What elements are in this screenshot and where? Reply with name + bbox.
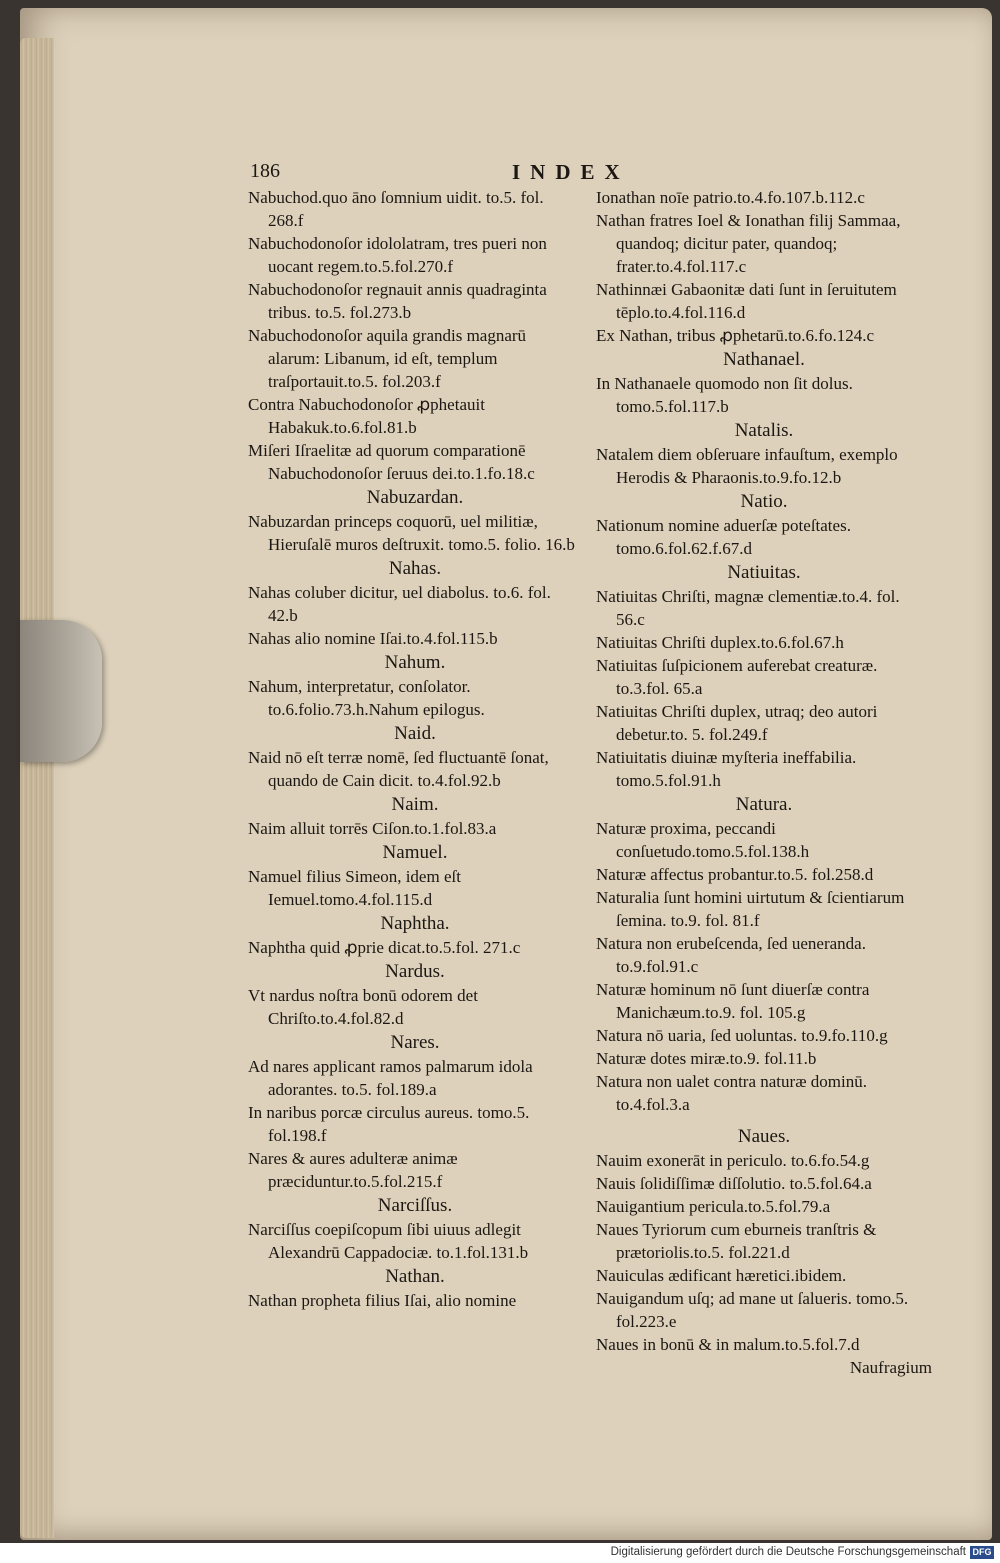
page-header bbox=[0, 160, 1000, 186]
funding-note: Digitalisierung gefördert durch die Deutsche Forschungsgemeinschaft bbox=[610, 1546, 966, 1558]
index-entry: Naim alluit torrēs Ciſon.to.1.fol.83.a bbox=[248, 819, 497, 838]
index-entry: Naturæ dotes miræ.to.9. fol.11.b bbox=[596, 1049, 817, 1068]
spacer bbox=[596, 1116, 932, 1124]
index-entry: Contra Nabuchodonoſor ꝓphetauit Habakuk.to.6.fol.81.b bbox=[248, 395, 485, 437]
index-entry: Natiuitas Chriſti duplex.to.6.fol.67.h bbox=[596, 633, 844, 652]
index-entry: Naturæ proxima, peccandi conſuetudo.tomo.5.fol.138.h bbox=[596, 819, 810, 861]
index-heading: Nathan. bbox=[385, 1266, 445, 1287]
page-edge-stack bbox=[20, 38, 54, 1538]
index-entry: Nauigandum uſq; ad mane ut ſalueris. tomo.5. fol.223.e bbox=[596, 1289, 909, 1331]
index-entry: Miſeri Iſraelitæ ad quorum comparationē Nabuchodonoſor ſeruus dei.to.1.fo.18.c bbox=[248, 441, 535, 483]
index-entry: Natura nō uaria, ſed uoluntas. to.9.fo.110.g bbox=[596, 1026, 888, 1045]
index-entry: In Nathanaele quomodo non ſit dolus. tomo.5.fol.117.b bbox=[596, 374, 853, 416]
index-entry: Natura non erubeſcenda, ſed ueneranda. to.9.fol.91.c bbox=[596, 934, 866, 976]
index-entry: Ionathan noīe patrio.to.4.fo.107.b.112.c bbox=[596, 188, 865, 207]
index-heading: Nahum. bbox=[384, 652, 446, 673]
index-heading: Nares. bbox=[390, 1032, 440, 1053]
index-heading: Naim. bbox=[391, 794, 439, 815]
index-entry: Namuel filius Simeon, idem eſt Iemuel.tomo.4.fol.115.d bbox=[248, 867, 461, 909]
index-entry: Nathinnæi Gabaonitæ dati ſunt in ſeruitutem tēplo.to.4.fol.116.d bbox=[596, 280, 897, 322]
index-entry: Nabuchodonoſor aquila grandis magnarū alarum: Libanum, id eſt, templum traſportauit.to.5. fol.203.f bbox=[248, 326, 527, 391]
dfg-logo: DFG bbox=[970, 1546, 994, 1559]
index-entry: Nabuchodonoſor regnauit annis quadraginta tribus. to.5. fol.273.b bbox=[248, 280, 547, 322]
index-heading: Narciſſus. bbox=[377, 1195, 453, 1216]
index-entry: Nabuchod.quo āno ſomnium uidit. to.5. fol. 268.f bbox=[248, 188, 544, 230]
index-entry: Natiuitas ſuſpicionem auferebat creaturæ. to.3.fol. 65.a bbox=[596, 656, 878, 698]
index-entry: Naues in bonū & in malum.to.5.fol.7.d bbox=[596, 1335, 860, 1354]
index-heading: Namuel. bbox=[382, 842, 448, 863]
index-heading: Natalis. bbox=[734, 420, 794, 441]
index-entry: Nauigantium pericula.to.5.fol.79.a bbox=[596, 1197, 831, 1216]
index-entry: Nahum, interpretatur, conſolator. to.6.folio.73.h.Nahum epilogus. bbox=[248, 677, 485, 719]
index-entry: Nationum nomine aduerſæ poteſtates. tomo.6.fol.62.f.67.d bbox=[596, 516, 851, 558]
digitization-footer bbox=[0, 1543, 1000, 1563]
index-heading: Natio. bbox=[740, 491, 788, 512]
index-entry: Natura non ualet contra naturæ dominū. to.4.fol.3.a bbox=[596, 1072, 867, 1114]
index-heading: Nabuzardan. bbox=[366, 487, 464, 508]
index-entry: Nares & aures adulteræ animæ præciduntur.to.5.fol.215.f bbox=[248, 1149, 458, 1191]
index-entry: Naid nō eſt terræ nomē, ſed fluctuantē ſonat, quando de Cain dicit. to.4.fol.92.b bbox=[248, 748, 549, 790]
index-heading: Naphtha. bbox=[380, 913, 450, 934]
index-entry: Nauis ſolidiſſimæ diſſolutio. to.5.fol.64.a bbox=[596, 1174, 872, 1193]
index-entry: Natiuitas Chriſti, magnæ clementiæ.to.4. fol. 56.c bbox=[596, 587, 900, 629]
index-entry: Naues Tyriorum cum eburneis tranſtris & prætoriolis.to.5. fol.221.d bbox=[596, 1220, 877, 1262]
index-entry: Natiuitatis diuinæ myſteria ineffabilia. tomo.5.fol.91.h bbox=[596, 748, 857, 790]
right-index-column bbox=[596, 186, 932, 1379]
index-entry: Natalem diem obſeruare infauſtum, exemplo Herodis & Pharaonis.to.9.fo.12.b bbox=[596, 445, 898, 487]
index-entry: Naturæ hominum nō ſunt diuerſæ contra Manichæum.to.9. fol. 105.g bbox=[596, 980, 870, 1022]
index-entry: Naphtha quid ꝓprie dicat.to.5.fol. 271.c bbox=[248, 938, 521, 957]
index-entry: Nabuchodonoſor idololatram, tres pueri non uocant regem.to.5.fol.270.f bbox=[248, 234, 547, 276]
index-heading: Natura. bbox=[735, 794, 793, 815]
left-index-column bbox=[248, 186, 582, 1312]
index-entry: Vt nardus noſtra bonū odorem det Chriſto.to.4.fol.82.d bbox=[248, 986, 478, 1028]
index-entry: In naribus porcæ circulus aureus. tomo.5. fol.198.f bbox=[248, 1103, 530, 1145]
index-heading: Natiuitas. bbox=[727, 562, 801, 583]
index-entry: Nahas coluber dicitur, uel diabolus. to.6. fol. 42.b bbox=[248, 583, 551, 625]
index-entry: Ad nares applicant ramos palmarum idola adorantes. to.5. fol.189.a bbox=[248, 1057, 533, 1099]
index-entry: Narciſſus coepiſcopum ſibi uiuus adlegit Alexandrū Cappadociæ. to.1.fol.131.b bbox=[248, 1220, 529, 1262]
page-number: 186 bbox=[250, 160, 280, 182]
index-entry: Natiuitas Chriſti duplex, utraq; deo autori debetur.to. 5. fol.249.f bbox=[596, 702, 878, 744]
index-heading: Naid. bbox=[394, 723, 436, 744]
index-entry: Nahas alio nomine Iſai.to.4.fol.115.b bbox=[248, 629, 498, 648]
index-entry: Nathan propheta filius Iſai, alio nomine bbox=[248, 1291, 517, 1310]
index-heading: Nahas. bbox=[388, 558, 442, 579]
index-entry: Nauiculas ædificant hæretici.ibidem. bbox=[596, 1266, 847, 1285]
index-entry: Naturalia ſunt homini uirtutum & ſcientiarum ſemina. to.9. fol. 81.f bbox=[596, 888, 905, 930]
index-entry: Nauim exonerāt in periculo. to.6.fo.54.g bbox=[596, 1151, 870, 1170]
index-entry: Ex Nathan, tribus ꝓphetarū.to.6.fo.124.c bbox=[596, 326, 875, 345]
index-heading: Nardus. bbox=[385, 961, 445, 982]
index-entry: Nabuzardan princeps coquorū, uel militiæ, Hieruſalē muros deſtruxit. tomo.5. folio. 16.b bbox=[248, 512, 575, 554]
catchword: Naufragium bbox=[849, 1358, 932, 1377]
page-heading: INDEX bbox=[512, 160, 630, 184]
index-entry: Nathan fratres Ioel & Ionathan filij Sammaa, quandoq; dicitur pater, quandoq; frater.to.4.fol.117.c bbox=[596, 211, 901, 276]
index-heading: Naues. bbox=[737, 1126, 791, 1147]
bookmark-tab bbox=[20, 620, 102, 762]
index-entry: Naturæ affectus probantur.to.5. fol.258.d bbox=[596, 865, 874, 884]
index-heading: Nathanael. bbox=[723, 349, 805, 370]
